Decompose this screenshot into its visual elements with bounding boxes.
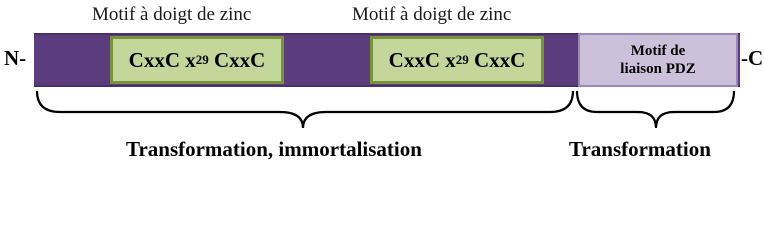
zinc-finger-motif-label-2: Motif à doigt de zinc xyxy=(352,4,512,25)
pdz-label-line2: liaison PDZ xyxy=(620,61,696,77)
zinc-domain-subscript: 29 xyxy=(195,52,209,67)
n-terminus-label: N- xyxy=(4,46,27,70)
zinc-domain-text-right: CxxC xyxy=(468,47,526,72)
left-brace xyxy=(37,91,573,128)
pdz-label-line1: Motif de xyxy=(630,43,686,59)
zinc-domain-text-left: CxxC x xyxy=(128,47,196,72)
zinc-finger-motif-label-1: Motif à doigt de zinc xyxy=(92,4,252,25)
zinc-domain-text-right: CxxC xyxy=(208,47,266,72)
transformation-immortalisation-label: Transformation, immortalisation xyxy=(126,137,422,161)
zinc-domain-text-left: CxxC x xyxy=(388,47,456,72)
c-terminus-label: -C xyxy=(741,46,764,70)
zinc-domain-subscript: 29 xyxy=(455,52,469,67)
transformation-label: Transformation xyxy=(569,137,711,161)
right-brace xyxy=(577,91,734,128)
